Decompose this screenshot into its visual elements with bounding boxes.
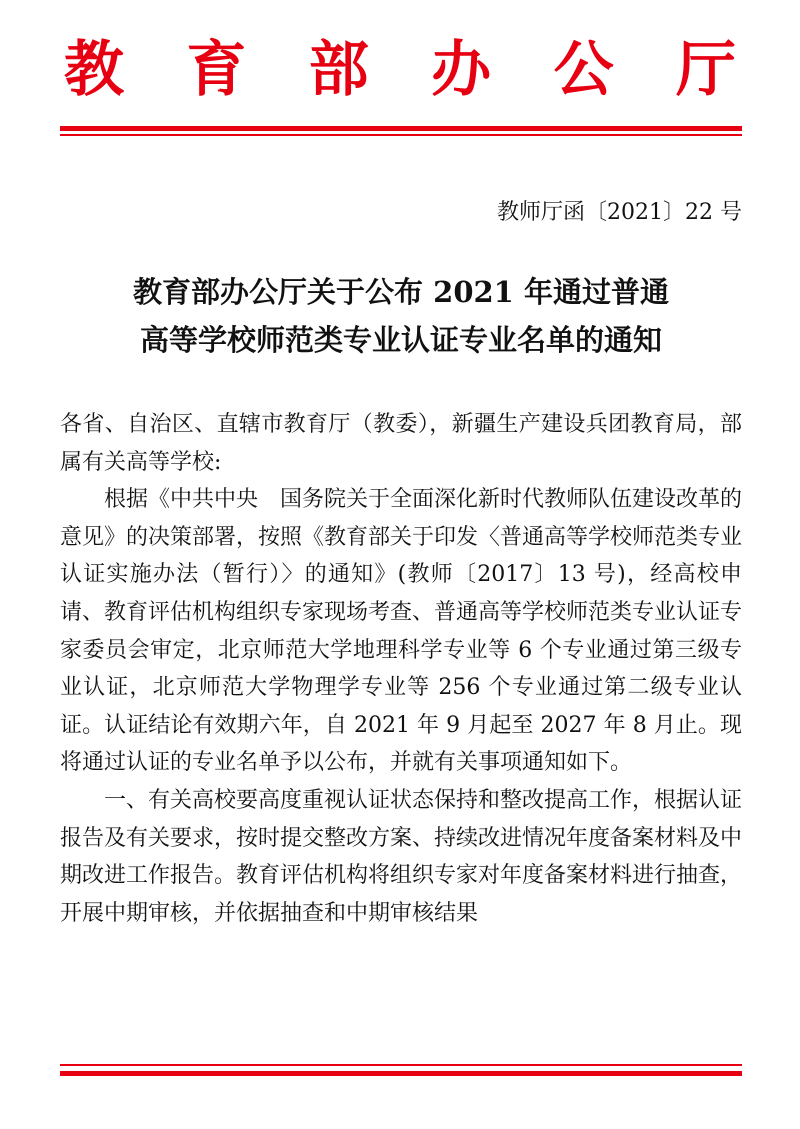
body-paragraph-1: 根据《中共中央 国务院关于全面深化新时代教师队伍建设改革的意见》的决策部署，按照《教育部关于印发〈普通高等学校师范类专业认证实施办法（暂行）〉的通知》(教师〔2017〕13 号)，经高校申请、教育评估机构组织专家现场考查、普通高等学校师范类专业认证专家委员会审定，北京师范大学地理科学专业等 6 个专业通过第三级专业认证，北京师范大学物理学专业等 256 个专业通过第二级专业认证。认证结论有效期六年，自 2021 年 9 月起至 2027 年 8 月止。现将通过认证的专业名单予以公布，并就有关事项通知如下。 [60,487,743,776]
document-body [60,406,742,932]
header-char: 育 [186,35,247,105]
body-paragraph-2: 一、有关高校要高度重视认证状态保持和整改提高工作，根据认证报告及有关要求，按时提交整改方案、持续改进情况年度备案材料及中期改进工作报告。教育评估机构将组织专家对年度备案材料进行抽查，开展中期审核，并依据抽查和中期审核结果 [60,787,743,926]
header-divider-thick [60,126,742,131]
document-title-line-1: 教育部办公厅关于公布 2021 年通过普通 [133,275,669,309]
salutation: 各省、自治区、直辖市教育厅（教委），新疆生产建设兵团教育局，部属有关高等学校: [60,412,742,475]
footer-divider-thick [60,1071,742,1076]
header-char: 公 [553,35,614,105]
header-char: 办 [431,35,492,105]
document-number: 教师厅函〔2021〕22 号 [497,200,742,225]
header-char: 教 [64,35,124,105]
header-char: 部 [308,35,369,105]
document-title-line-2: 高等学校师范类专业认证专业名单的通知 [139,323,662,357]
header-char: 厅 [675,35,736,105]
issuing-office-header [56,32,744,108]
footer-divider-thin [60,1064,742,1066]
header-divider-thin [60,134,742,136]
document-title [60,268,742,364]
